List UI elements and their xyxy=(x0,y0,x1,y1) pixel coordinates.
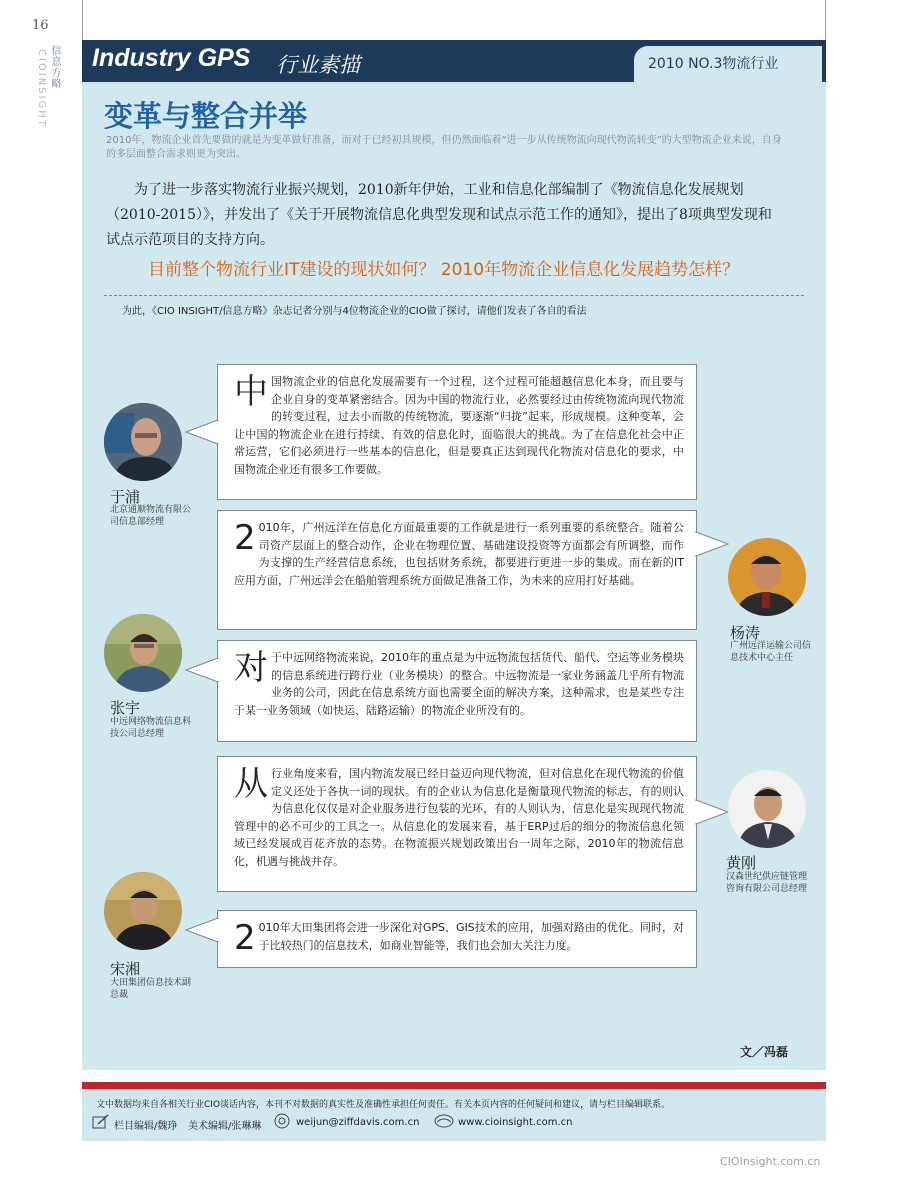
person-1-name: 于浦 xyxy=(110,488,141,506)
person-5-name: 宋湘 xyxy=(110,960,141,978)
left-guide-rule xyxy=(82,0,83,40)
page-number: 16 xyxy=(32,18,49,33)
avatar-3 xyxy=(104,614,182,692)
right-guide-rule xyxy=(825,0,826,40)
dashed-divider xyxy=(104,295,804,296)
quote-bubble-4 xyxy=(217,756,697,892)
person-2-role: 广州远洋运输公司信息技术中心主任 xyxy=(730,641,812,663)
section-subtitle: 行业素描 xyxy=(276,53,360,77)
section-title: Industry GPS xyxy=(92,44,251,72)
quote-4-pointer xyxy=(694,798,730,826)
edit-icon xyxy=(92,1114,110,1130)
article-author: 文／冯磊 xyxy=(740,1045,789,1059)
quote-4-text: 行业角度来看，国内物流发展已经日益迈向现代物流，但对信息化在现代物流的价值定义还处于各执一词的现状。有的企业认为信息化是衡量现代物流的标志，有的则认为信息化仅仅是对企业服务进行包装的光环，有的人则认为，信息化是实现现代物流管理中的必不可少的工具之一。从信息化的发展来看，基于ERP过后的细分的物流信息化领域已经发展成百花齐放的态势。在物流振兴规划政策出台一周年之际，2010年的物流信息化，机遇与挑战并存。 xyxy=(234,767,684,868)
person-3-role: 中远网络物流信息科技公司总经理 xyxy=(110,717,192,739)
email-icon xyxy=(272,1113,292,1129)
footer-red-rule xyxy=(82,1082,826,1089)
quote-5-dropcap: 2 xyxy=(234,918,256,958)
quote-bubble-2 xyxy=(217,510,697,630)
avatar-1 xyxy=(104,403,182,481)
article-lede: 2010年，物流企业首先要做的就是为变革做好准备，而对于已经初具规模，但仍然面临着“进一步从传统物流向现代物流转变”的大型物流企业来说，自身的多层面整合需求则更为突出。 xyxy=(106,135,782,160)
quote-2-dropcap: 2 xyxy=(234,518,256,558)
person-2-name: 杨涛 xyxy=(730,624,761,642)
side-label xyxy=(22,45,62,128)
footer-disclaimer: 文中数据均来自各相关行业CIO谈话内容，本刊不对数据的真实性及准确性承担任何责任。有关本页内容的任何疑问和建议，请与栏目编辑联系。 xyxy=(96,1100,671,1110)
quote-2-text: 010年，广州远洋在信息化方面最重要的工作就是进行一系列重要的系统整合。随着公司资产层面上的整合动作，企业在物理位置、基础建设投资等方面都会有所调整，而作为支撑的生产经营信息系统，也包括财务系统，都要进行更进一步的集成。而在新的IT应用方面，广州远洋会在船舶管理系统方面做足准备工作，为未来的应用打好基础。 xyxy=(234,521,684,587)
person-4-name: 黄刚 xyxy=(726,854,757,872)
quote-4-dropcap: 从 xyxy=(234,764,268,804)
article-intro: 为了进一步落实物流行业振兴规划，2010新年伊始，工业和信息化部编制了《物流信息化发展规划（2010-2015）》，并发出了《关于开展物流信息化典型发现和试点示范工作的通知》，提出了8项典型发现和试点示范项目的支持方向。 xyxy=(106,182,772,248)
quote-3-dropcap: 对 xyxy=(234,648,268,688)
quote-1-pointer xyxy=(184,418,220,446)
person-1-role: 北京通顺物流有限公司信息部经理 xyxy=(110,505,192,527)
email-link[interactable]: weijun@ziffdavis.com.cn xyxy=(296,1117,420,1128)
quote-bubble-1 xyxy=(217,364,697,500)
article-title: 变革与整合并举 xyxy=(104,99,308,133)
person-4-role: 汉森世纪供应链管理咨询有限公司总经理 xyxy=(726,872,808,894)
person-5-role: 大田集团信息技术副总裁 xyxy=(110,978,192,1000)
page-website[interactable]: CIOInsight.com.cn xyxy=(720,1155,821,1168)
quote-3-text: 于中远网络物流来说，2010年的重点是为中远物流包括货代、船代、空运等业务模块的信息系统进行跨行业（业务模块）的整合。中远物流是一家业务涵盖几乎所有物流业务的公司，因此在信息系统方面也需要全面的解决方案，这种需求，也是某些专注于某一业务领域（如快运、陆路运输）的物流企业所没有的。 xyxy=(234,651,684,717)
quote-bubble-5 xyxy=(217,910,697,968)
website-link[interactable]: www.cioinsight.com.cn xyxy=(458,1117,573,1128)
quote-5-text: 010年大田集团将会进一步深化对GPS、GIS技术的应用，加强对路由的优化。同时，对于比较热门的信息技术，如商业智能等，我们也会加大关注力度。 xyxy=(258,921,684,952)
article-question: 目前整个物流行业IT建设的现状如何？ 2010年物流企业信息化发展趋势怎样？ xyxy=(148,260,740,280)
web-icon xyxy=(434,1113,454,1129)
avatar-2 xyxy=(728,538,806,616)
person-3-name: 张宇 xyxy=(110,699,141,717)
avatar-4 xyxy=(728,770,806,848)
quote-2-pointer xyxy=(694,530,730,558)
quote-1-dropcap: 中 xyxy=(234,372,268,412)
side-label-cn: 信息方略 xyxy=(49,45,60,89)
quote-5-pointer xyxy=(184,916,220,944)
art-editor-credit: 美术编辑/张琳琳 xyxy=(188,1121,262,1132)
quote-3-pointer xyxy=(184,656,220,684)
side-label-en: CIOINSIGHT xyxy=(36,49,47,128)
avatar-5 xyxy=(104,872,182,950)
issue-label: 2010 NO.3物流行业 xyxy=(648,56,779,72)
article-byline: 为此，《CIO INSIGHT/信息方略》杂志记者分别与4位物流企业的CIO做了探讨，请他们发表了各自的看法 xyxy=(122,306,587,317)
quote-1-text: 国物流企业的信息化发展需要有一个过程，这个过程可能超越信息化本身，而且要与企业自身的变革紧密结合。因为中国的物流行业，必然要经过由传统物流向现代物流的转变过程，过去小而散的传统物流，要逐渐“归拢”起来，形成规模。这种变革，会让中国的物流企业在进行持续、有效的信息化时，面临很大的挑战。为了在信息化社会中正常运营，它们必须进行一些基本的信息化，但是要真正达到现代化物流对信息化的要求，中国物流企业还有很多工作要做。 xyxy=(234,375,684,476)
quote-bubble-3 xyxy=(217,640,697,742)
editor-credit: 栏目编辑/魏琤 xyxy=(114,1121,178,1132)
